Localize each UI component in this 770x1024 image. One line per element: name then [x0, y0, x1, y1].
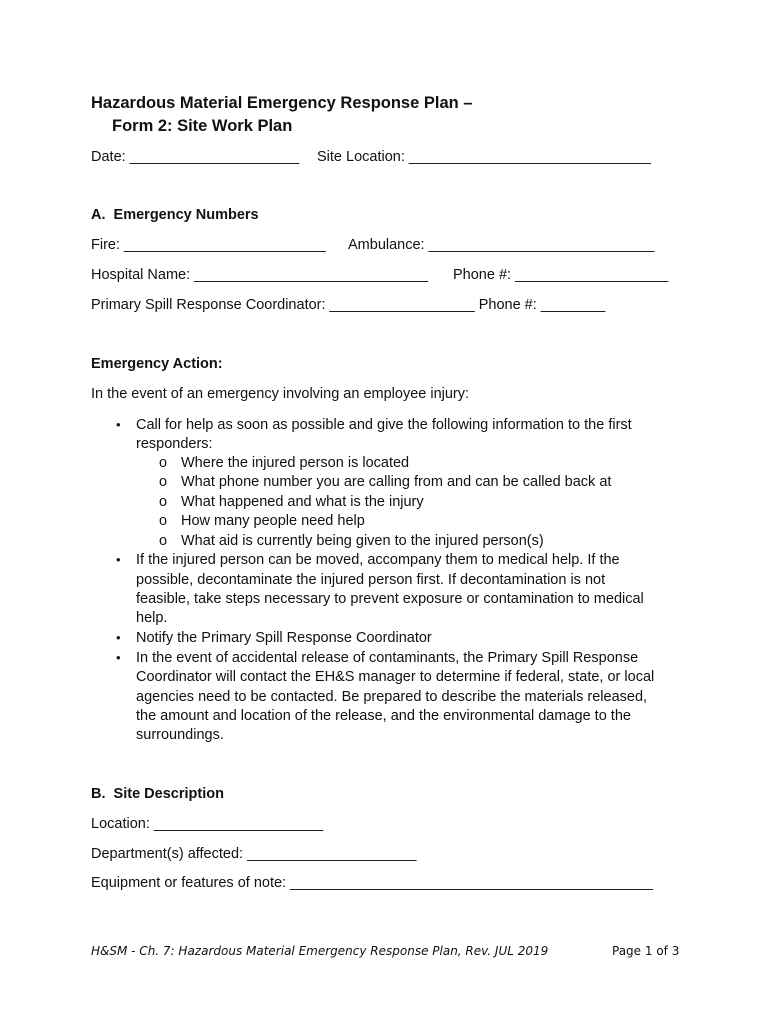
bullet2-line: If the injured person can be moved, accompany them to medical help. If the — [136, 552, 620, 568]
footer-page-number: Page 1 of 3 — [612, 944, 680, 958]
fire-field[interactable]: Fire: _________________________ — [91, 237, 326, 253]
date-field[interactable]: Date: _____________________ — [91, 149, 300, 165]
bullet-marker: • — [116, 630, 121, 645]
hospital-phone-field[interactable]: Phone #: ___________________ — [453, 267, 669, 283]
bullet1-line: Call for help as soon as possible and give the following information to the first — [136, 417, 632, 433]
bullet4-line: In the event of accidental release of contaminants, the Primary Spill Response — [136, 650, 639, 666]
footer-doc-reference: H&SM - Ch. 7: Hazardous Material Emergency Response Plan, Rev. JUL 2019 — [91, 944, 549, 958]
bullet4-line: the amount and location of the release, and the environmental damage to the — [136, 708, 631, 724]
departments-field[interactable]: Department(s) affected: _____________________ — [91, 846, 417, 862]
location-field[interactable]: Location: _____________________ — [91, 816, 324, 832]
bullet3-line: Notify the Primary Spill Response Coordinator — [136, 630, 432, 646]
sub-item: How many people need help — [181, 513, 365, 529]
site-location-field[interactable]: Site Location: ______________________________ — [317, 149, 651, 165]
equipment-field[interactable]: Equipment or features of note: _____________________________________________ — [91, 875, 653, 891]
sub-bullet-marker: o — [159, 455, 168, 471]
emergency-action-heading: Emergency Action: — [91, 356, 223, 372]
section-a-heading: A. Emergency Numbers — [91, 207, 259, 223]
bullet-marker: • — [116, 417, 121, 432]
ambulance-field[interactable]: Ambulance: ____________________________ — [348, 237, 655, 253]
bullet-marker: • — [116, 650, 121, 665]
bullet2-line: help. — [136, 610, 168, 626]
coordinator-field[interactable]: Primary Spill Response Coordinator: __________________ Phone #: ________ — [91, 297, 606, 313]
sub-item: What phone number you are calling from and can be called back at — [181, 474, 612, 490]
bullet2-line: possible, decontaminate the injured person first. If decontamination is not — [136, 572, 606, 588]
bullet-marker: • — [116, 552, 121, 567]
hospital-name-field[interactable]: Hospital Name: _____________________________ — [91, 267, 429, 283]
sub-bullet-marker: o — [159, 513, 168, 529]
sub-item: Where the injured person is located — [181, 455, 410, 471]
sub-bullet-marker: o — [159, 494, 168, 510]
bullet4-line: Coordinator will contact the EH&S manager to determine if federal, state, or local — [136, 669, 655, 685]
form-title-line1: Hazardous Material Emergency Response Plan – — [91, 94, 473, 112]
bullet2-line: feasible, take steps necessary to prevent exposure or contamination to medical — [136, 591, 644, 607]
bullet1-line: responders: — [136, 436, 213, 452]
bullet4-line: surroundings. — [136, 727, 224, 743]
form-title-line2: Form 2: Site Work Plan — [112, 117, 293, 135]
bullet4-line: agencies need to be contacted. Be prepared to describe the materials released, — [136, 689, 648, 705]
sub-item: What aid is currently being given to the injured person(s) — [181, 533, 544, 549]
section-b-heading: B. Site Description — [91, 786, 224, 802]
sub-item: What happened and what is the injury — [181, 494, 424, 510]
sub-bullet-marker: o — [159, 533, 168, 549]
sub-bullet-marker: o — [159, 474, 168, 490]
emergency-action-intro: In the event of an emergency involving an employee injury: — [91, 386, 470, 402]
